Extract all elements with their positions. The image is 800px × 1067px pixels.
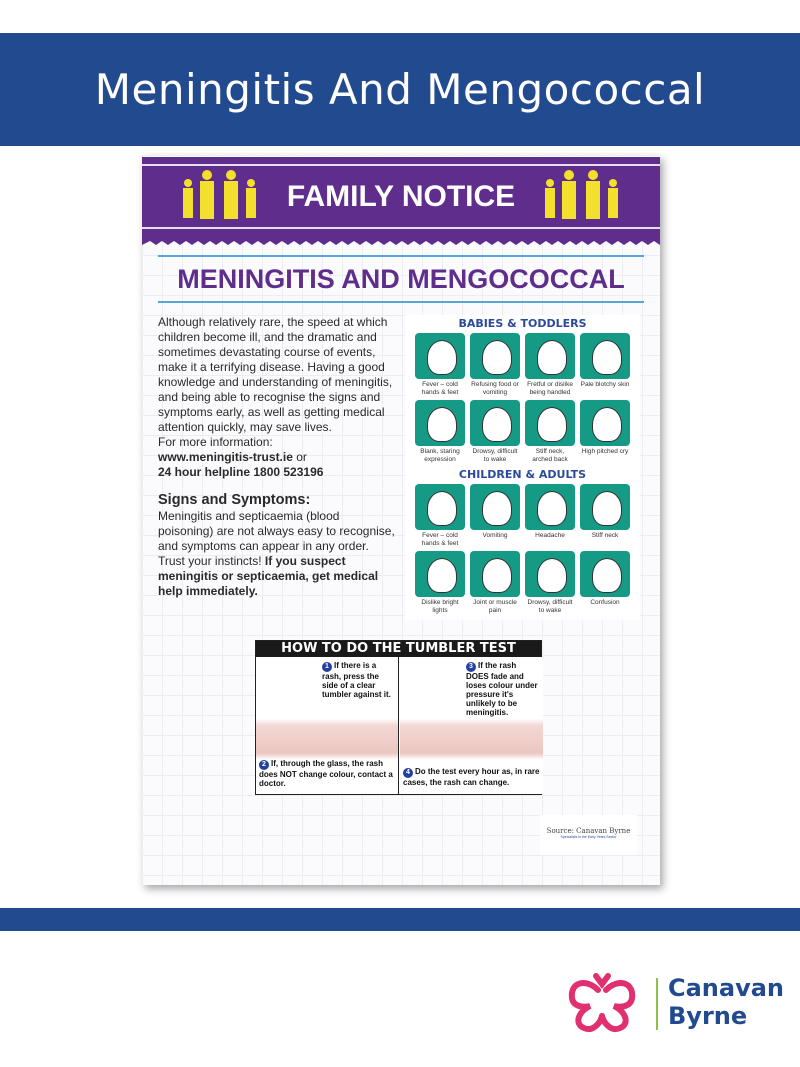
tumbler-pane-left: [256, 657, 399, 794]
adults-heading: CHILDREN & ADULTS: [458, 468, 587, 481]
symptom-item: [415, 400, 465, 467]
tumbler-title: HOW TO DO THE TUMBLER TEST: [256, 641, 541, 657]
step-text: If there is a rash, press the side of a clear tumbler against it.: [322, 661, 391, 699]
family-notice-poster: [142, 155, 660, 885]
symptoms-chart: [405, 315, 640, 620]
symptom-item: [470, 484, 520, 551]
step-text: If the rash DOES fade and loses colour under pressure it's unlikely to be meningitis.: [466, 661, 538, 717]
butterfly-logo-icon: [568, 972, 638, 1034]
page-title: Meningitis And Mengococcal: [94, 65, 706, 114]
symptom-illustration-icon: [525, 551, 575, 597]
zigzag-edge: [142, 239, 660, 247]
symptom-illustration-icon: [415, 551, 465, 597]
intro-paragraph: Although relatively rare, the speed at which children become ill, and the dramatic and sometimes devastating course of events, make it a terrifying disease. Having a good knowledge and understanding of meningitis, and being able to recognise the signs and symptoms early, as well as getting medical attention quickly, may save lives.: [158, 315, 393, 434]
signs-text: Meningitis and septicaemia (blood poisoning) are not always easy to recognise, and symptoms can appear in any order. Trust your instincts!: [158, 509, 395, 568]
symptom-caption: High pitched cry: [581, 448, 629, 455]
family-icon: [180, 169, 260, 221]
signs-warning: If you suspect meningitis or septicaemia, get medical help immediately.: [158, 554, 379, 598]
symptom-illustration-icon: [415, 484, 465, 530]
symptom-caption: Headache: [535, 532, 565, 539]
symptom-illustration-icon: [580, 551, 630, 597]
poster-title: MENINGITIS AND MENGOCOCCAL: [158, 255, 644, 303]
symptom-illustration-icon: [525, 484, 575, 530]
symptom-caption: Vomiting: [482, 532, 508, 539]
step-number: 3: [466, 662, 476, 672]
header-band: [0, 33, 800, 146]
or-text: or: [292, 450, 307, 464]
step-number: 2: [259, 760, 269, 770]
symptom-caption: Drowsy, difficult to wake: [527, 599, 573, 614]
symptom-illustration-icon: [470, 400, 520, 446]
tumbler-test-panel: [255, 640, 542, 795]
symptom-item: [470, 400, 520, 467]
intro-text-block: [158, 315, 398, 599]
symptom-caption: Pale blotchy skin: [580, 381, 630, 388]
logo-line2: Byrne: [668, 1002, 748, 1030]
banner-title: FAMILY NOTICE: [286, 180, 516, 213]
symptom-caption: Drowsy, difficult to wake: [472, 448, 518, 463]
step-number: 1: [322, 662, 332, 672]
symptom-caption: Refusing food or vomiting: [471, 381, 519, 396]
symptom-illustration-icon: [470, 484, 520, 530]
symptom-caption: Joint or muscle pain: [473, 599, 517, 614]
symptom-item: [415, 551, 465, 618]
symptom-caption: Fever – cold hands & feet: [421, 381, 459, 396]
helpline: 24 hour helpline 1800 523196: [158, 465, 324, 479]
symptom-item: [580, 333, 630, 400]
source-subtext: Specialists in the Early Years Sector: [560, 835, 617, 839]
symptom-caption: Stiff neck, arched back: [532, 448, 568, 463]
symptom-caption: Blank, staring expression: [420, 448, 460, 463]
symptom-caption: Dislike bright lights: [421, 599, 459, 614]
symptom-illustration-icon: [415, 400, 465, 446]
symptom-item: [470, 551, 520, 618]
step-text: Do the test every hour as, in rare cases, the rash can change.: [403, 767, 540, 787]
symptom-illustration-icon: [470, 333, 520, 379]
step-text: If, through the glass, the rash does NOT change colour, contact a doctor.: [259, 759, 393, 788]
logo-line1: Canavan: [668, 974, 785, 1002]
symptom-item: [415, 333, 465, 400]
signs-heading: Signs and Symptoms:: [158, 492, 311, 508]
more-info-label: For more information:: [158, 435, 273, 449]
symptom-illustration-icon: [470, 551, 520, 597]
step-number: 4: [403, 768, 413, 778]
family-icon: [542, 169, 622, 221]
symptom-item: [525, 333, 575, 400]
symptom-illustration-icon: [525, 400, 575, 446]
symptom-item: [525, 484, 575, 551]
poster-banner: [142, 157, 660, 241]
symptom-caption: Fretful or dislike being handled: [527, 381, 573, 396]
source-text: Source: Canavan Byrne: [546, 827, 631, 835]
tumbler-pane-right: [400, 657, 543, 794]
symptom-illustration-icon: [580, 333, 630, 379]
website-link[interactable]: www.meningitis-trust.ie: [158, 450, 293, 464]
symptom-caption: Confusion: [590, 599, 620, 606]
symptom-item: [470, 333, 520, 400]
symptom-caption: Stiff neck: [591, 532, 619, 539]
babies-heading: BABIES & TODDLERS: [458, 317, 587, 330]
canavan-byrne-logo: [568, 970, 785, 1036]
logo-divider: [656, 978, 658, 1030]
symptom-item: [525, 551, 575, 618]
symptom-illustration-icon: [415, 333, 465, 379]
symptom-caption: Fever – cold hands & feet: [421, 532, 459, 547]
symptom-illustration-icon: [580, 484, 630, 530]
symptom-item: [580, 484, 630, 551]
symptom-item: [580, 400, 630, 467]
symptom-illustration-icon: [580, 400, 630, 446]
symptom-item: [415, 484, 465, 551]
footer-band: [0, 908, 800, 931]
symptom-item: [580, 551, 630, 618]
logo-text: [668, 974, 784, 1030]
symptom-item: [525, 400, 575, 467]
symptom-illustration-icon: [525, 333, 575, 379]
source-box: [540, 815, 637, 855]
